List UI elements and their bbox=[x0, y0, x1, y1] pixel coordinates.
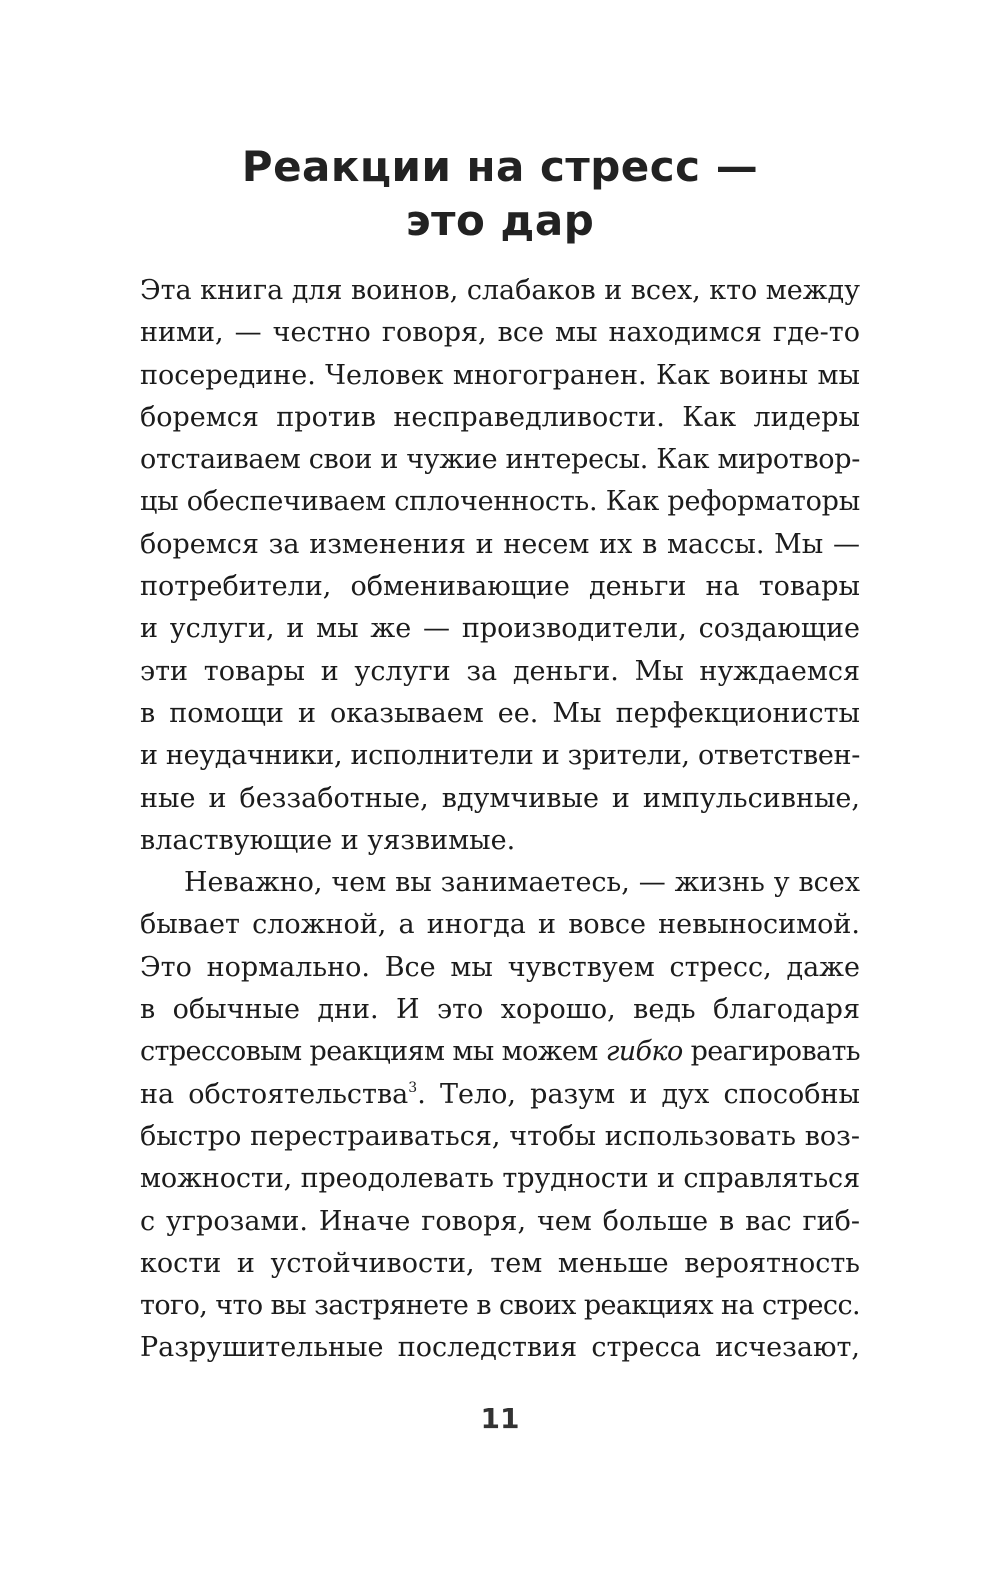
paragraph-2-text: стрессовым реакциям мы можем bbox=[140, 1036, 606, 1068]
paragraph-2-line: кости и устойчивости, тем меньше вероятность bbox=[140, 1247, 860, 1279]
paragraph-1-line: посередине. Человек многогранен. Как воины мы bbox=[140, 359, 860, 391]
paragraph-1-line: отстаиваем свои и чужие интересы. Как миротвор- bbox=[140, 444, 860, 476]
paragraph-1-line: в помощи и оказываем ее. Мы перфекционисты bbox=[140, 697, 860, 729]
paragraph-1-line: и неудачники, исполнители и зрители, ответствен- bbox=[140, 740, 861, 772]
paragraph-2-line: быстро перестраиваться, чтобы использовать воз- bbox=[140, 1120, 860, 1152]
paragraph-2-line: Неважно, чем вы занимаетесь, — жизнь у всех bbox=[184, 867, 860, 899]
paragraph-2-text: на обстоятельства bbox=[140, 1078, 409, 1110]
paragraph-2-line: в обычные дни. И это хорошо, ведь благодаря bbox=[140, 994, 860, 1026]
footnote-marker[interactable]: 3 bbox=[408, 1079, 418, 1096]
chapter-title-line-2: это дар bbox=[405, 196, 595, 245]
paragraph-1-line: ними, — честно говоря, все мы находимся где-то bbox=[140, 317, 860, 349]
paragraph-1-line: властвующие и уязвимые. bbox=[140, 824, 516, 856]
paragraph-1-line: боремся против несправедливости. Как лидеры bbox=[140, 401, 860, 433]
paragraph-2-line: бывает сложной, а иногда и вовсе невыносимой. bbox=[140, 909, 860, 941]
paragraph-1-line: цы обеспечиваем сплоченность. Как реформаторы bbox=[140, 486, 860, 518]
paragraph-1-line: Эта книга для воинов, слабаков и всех, кто между bbox=[140, 275, 860, 306]
paragraph-1-line: потребители, обменивающие деньги на товары bbox=[140, 571, 860, 603]
paragraph-2-line: Разрушительные последствия стресса исчезают, bbox=[140, 1332, 860, 1364]
italic-emphasis: гибко bbox=[605, 1036, 683, 1068]
paragraph-1-line: боремся за изменения и несем их в массы. Мы — bbox=[140, 528, 860, 560]
body-text bbox=[140, 270, 860, 1370]
paragraph-2-text: . Тело, разум и дух способны bbox=[417, 1078, 860, 1110]
paragraph-2-line: Это нормально. Все мы чувствуем стресс, даже bbox=[140, 951, 860, 983]
paragraph-2-line: можности, преодолевать трудности и справляться bbox=[140, 1163, 861, 1195]
paragraph-1-line: эти товары и услуги за деньги. Мы нуждаемся bbox=[140, 655, 860, 687]
page-number: 11 bbox=[480, 1402, 520, 1435]
paragraph-2-line bbox=[140, 1074, 860, 1116]
chapter-title bbox=[0, 140, 1000, 248]
chapter-title-line-1: Реакции на стресс — bbox=[241, 142, 759, 191]
paragraph-1-line: и услуги, и мы же — производители, создающие bbox=[140, 613, 860, 645]
paragraph-2-line bbox=[140, 1031, 860, 1073]
paragraph-2-text: реагировать bbox=[682, 1036, 860, 1068]
paragraph-1-line: ные и беззаботные, вдумчивые и импульсивные, bbox=[140, 782, 860, 814]
paragraph-2-line: того, что вы застрянете в своих реакциях на стресс. bbox=[140, 1290, 860, 1322]
paragraph-2-line: с угрозами. Иначе говоря, чем больше в вас гиб- bbox=[140, 1205, 860, 1237]
